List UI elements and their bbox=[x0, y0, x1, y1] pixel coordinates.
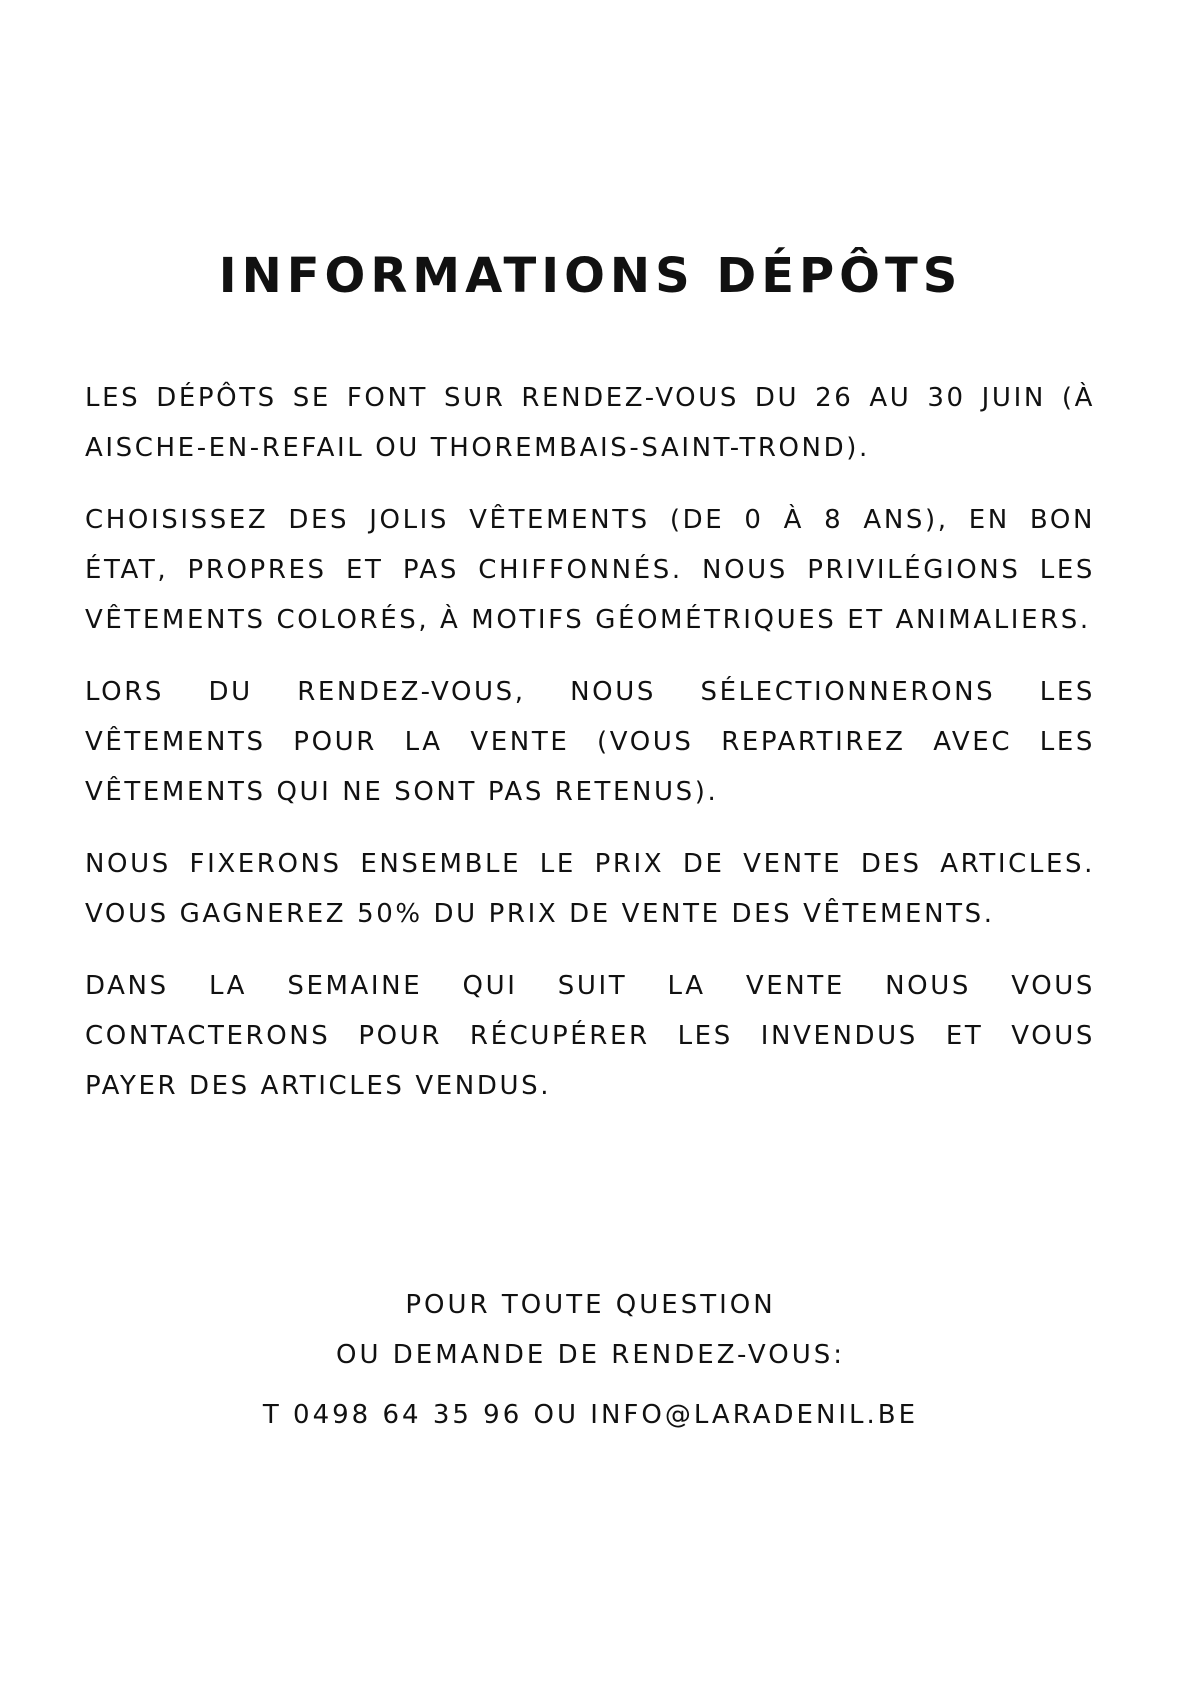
contact-line-appointment: OU DEMANDE DE RENDEZ-VOUS: bbox=[336, 1340, 845, 1370]
paragraph-clothing-criteria: CHOISISSEZ DES JOLIS VÊTEMENTS (DE 0 À 8 ANS), EN BON ÉTAT, PROPRES ET PAS CHIFFONNÉS. NOUS PRIVILÉGIONS LES VÊTEMENTS COLORÉS, À MOTIFS GÉOMÉTRIQUES ET ANIMALIERS. bbox=[85, 505, 1095, 635]
contact-line-phone-email: T 0498 64 35 96 OU INFO@LARADENIL.BE bbox=[262, 1400, 919, 1430]
contact-block bbox=[0, 1280, 1181, 1440]
contact-line-question: POUR TOUTE QUESTION bbox=[405, 1290, 776, 1320]
paragraph-after-sale: DANS LA SEMAINE QUI SUIT LA VENTE NOUS VOUS CONTACTERONS POUR RÉCUPÉRER LES INVENDUS ET VOUS PAYER DES ARTICLES VENDUS. bbox=[85, 971, 1095, 1101]
paragraph-selection: LORS DU RENDEZ-VOUS, NOUS SÉLECTIONNERONS LES VÊTEMENTS POUR LA VENTE (VOUS REPARTIREZ AVEC LES VÊTEMENTS QUI NE SONT PAS RETENUS). bbox=[85, 677, 1095, 807]
paragraph-pricing: NOUS FIXERONS ENSEMBLE LE PRIX DE VENTE DES ARTICLES. VOUS GAGNEREZ 50% DU PRIX DE VENTE DES VÊTEMENTS. bbox=[85, 849, 1095, 929]
info-body bbox=[85, 373, 1095, 1133]
page-title: INFORMATIONS DÉPÔTS bbox=[218, 248, 963, 304]
paragraph-appointments: LES DÉPÔTS SE FONT SUR RENDEZ-VOUS DU 26 AU 30 JUIN (À AISCHE-EN-REFAIL OU THOREMBAIS-SAINT-TROND). bbox=[85, 383, 1095, 463]
